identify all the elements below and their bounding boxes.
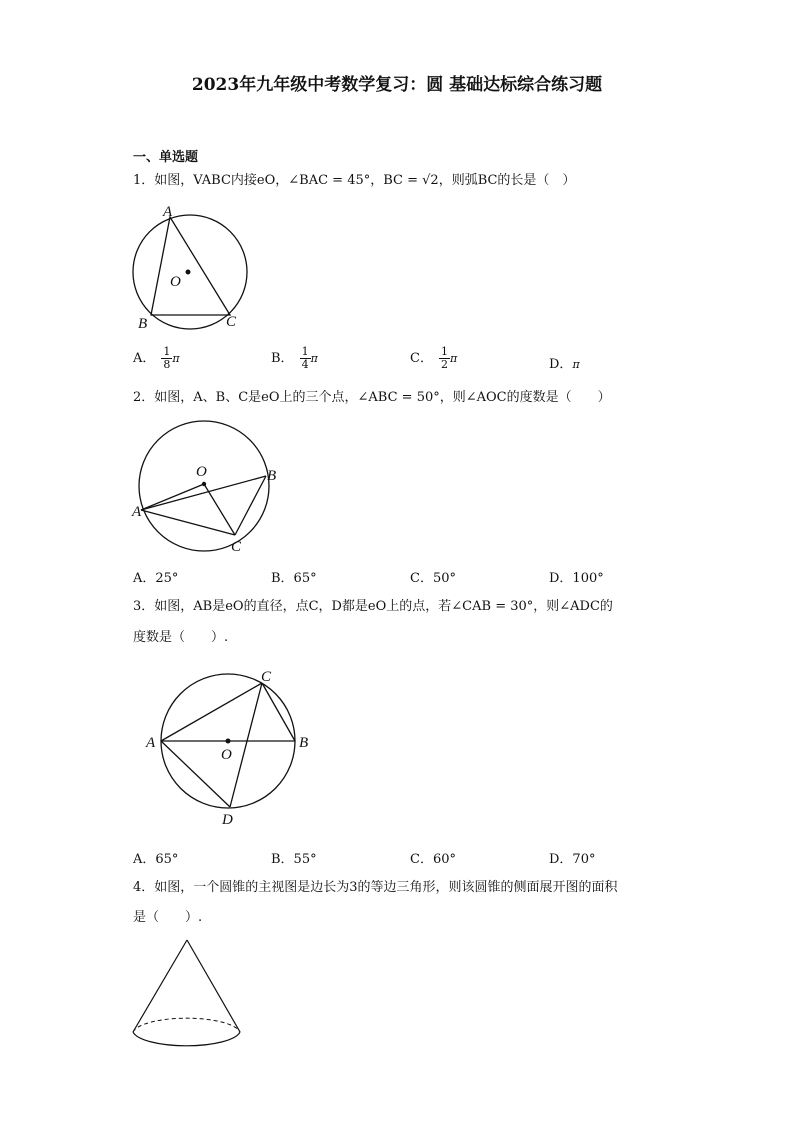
question-4-line-2: 是（ ）. (133, 910, 203, 925)
q3-option-a: A．65° (133, 852, 179, 867)
question-3-line-1: 3．如图，AB是eO的直径，点C，D都是eO上的点，若∠CAB = 30°，则∠ADC的 (133, 599, 613, 614)
question-3-line-2: 度数是（ ）. (133, 630, 229, 645)
q3-option-b: B．55° (271, 852, 317, 867)
q1-label-o: O (170, 274, 181, 290)
question-2-text: 2．如图，A、B、C是eO上的三个点，∠ABC = 50°，则∠AOC的度数是（ ） (133, 390, 611, 405)
q1-option-b: B． $\frac{1}{4}$ π (271, 345, 318, 371)
q3-label-b: B (299, 735, 309, 751)
question-4-line-1: 4．如图，一个圆锥的主视图是边长为3的等边三角形，则该圆锥的侧面展开图的面积 (133, 880, 618, 895)
q3-option-c: C．60° (410, 852, 456, 867)
question-3-figure (145, 665, 320, 830)
q1-label-a: A (163, 204, 173, 220)
q2-option-d: D．100° (549, 571, 604, 586)
question-4-cone-figure (128, 935, 248, 1060)
q2-option-a: A．25° (133, 571, 179, 586)
q2-label-c: C (231, 539, 242, 555)
q1-option-a: A． $\frac{1}{8}$ π (133, 345, 180, 371)
page-title: 2023年九年级中考数学复习：圆 基础达标综合练习题 (191, 75, 603, 95)
q1-option-c: C． $\frac{1}{2}$ π (410, 345, 458, 371)
q3-label-d: D (222, 812, 233, 828)
q2-option-b: B．65° (271, 571, 317, 586)
section-heading: 一、单选题 (133, 150, 199, 165)
question-2-figure (128, 418, 283, 558)
q1-option-d: D．π (549, 357, 580, 372)
question-1-figure (125, 200, 255, 335)
q1-label-c: C (226, 314, 237, 330)
q2-label-b: B (267, 468, 277, 484)
q1-label-b: B (138, 316, 148, 332)
q2-label-a: A (132, 504, 142, 520)
q2-label-o: O (196, 464, 207, 480)
q2-option-c: C．50° (410, 571, 456, 586)
q3-option-d: D．70° (549, 852, 596, 867)
q3-label-c: C (261, 669, 272, 685)
q3-label-o: O (221, 747, 232, 763)
question-1-text: 1．如图，VABC内接eO，∠BAC = 45°，BC = √2，则弧BC的长是（ ） (133, 173, 576, 188)
q3-label-a: A (146, 735, 156, 751)
